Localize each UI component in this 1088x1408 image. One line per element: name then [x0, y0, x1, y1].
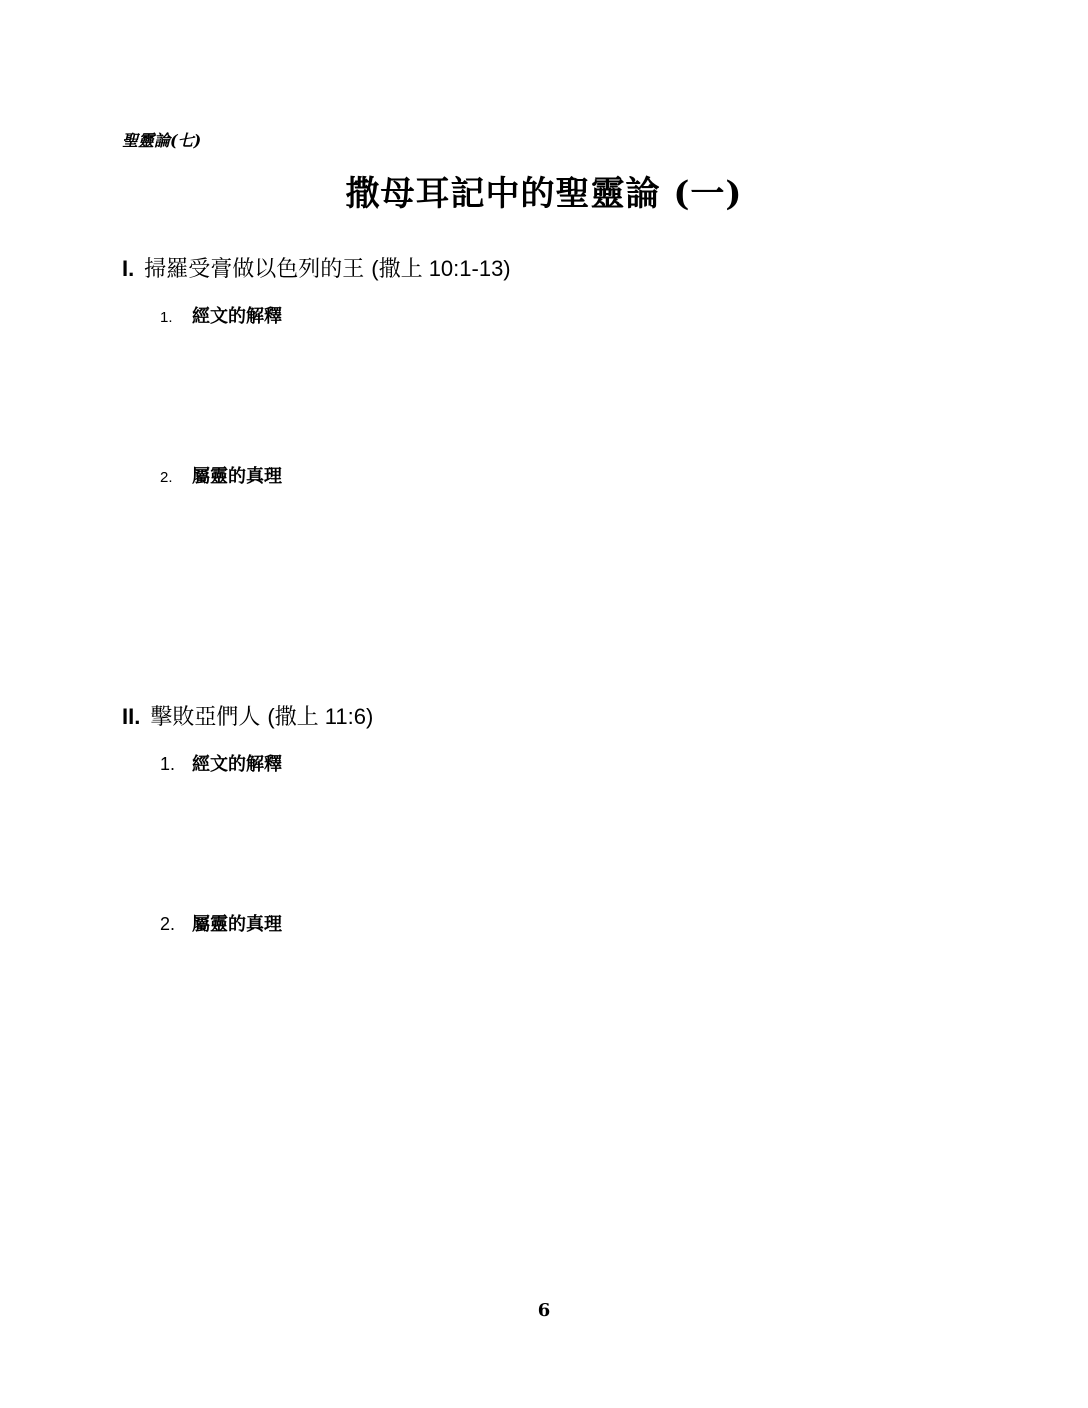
item-number: 1.: [160, 309, 173, 326]
section-1-item-2: [160, 462, 282, 488]
section-2-item-2: [160, 910, 282, 936]
item-label: 屬靈的真理: [192, 466, 282, 487]
item-number: 2.: [160, 469, 173, 486]
section-number: I.: [122, 256, 135, 281]
section-number: II.: [122, 704, 141, 729]
section-2-item-1: [160, 750, 282, 776]
item-label: 屬靈的真理: [192, 914, 282, 935]
page-title: 撒母耳記中的聖靈論 (一): [345, 174, 743, 214]
page-number: 6: [537, 1300, 551, 1321]
item-label: 經文的解釋: [192, 754, 282, 775]
section-1-item-1: [160, 302, 282, 328]
item-label: 經文的解釋: [192, 306, 282, 327]
item-number: 2.: [160, 914, 176, 934]
section-title: 擊敗亞們人: [150, 705, 261, 730]
section-heading-1: [122, 252, 511, 283]
section-reference: (撒上 10:1-13): [371, 256, 511, 281]
section-title: 掃羅受膏做以色列的王: [144, 257, 365, 282]
running-header: 聖靈論(七): [122, 131, 202, 150]
section-heading-2: [122, 700, 373, 731]
item-number: 1.: [160, 754, 176, 774]
section-reference: (撒上 11:6): [267, 704, 374, 729]
